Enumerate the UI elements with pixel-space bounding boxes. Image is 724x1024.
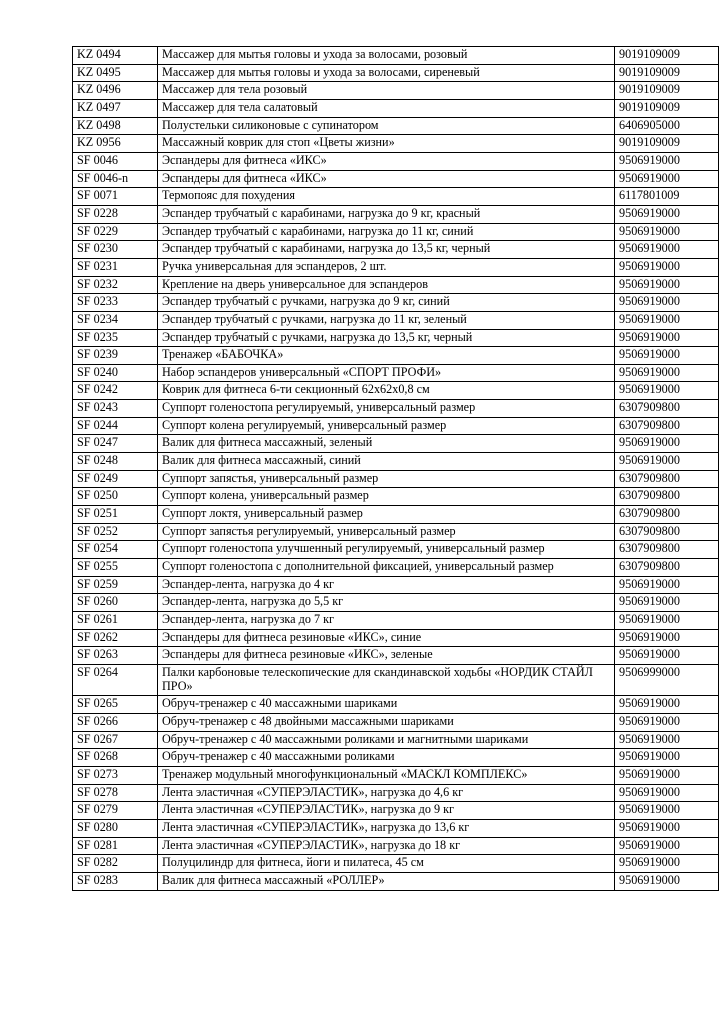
cell-code: SF 0235 [73, 329, 158, 347]
table-row [73, 205, 719, 223]
cell-name: Эспандеры для фитнеса резиновые «ИКС», зеленые [158, 647, 615, 665]
cell-name: Эспандер-лента, нагрузка до 4 кг [158, 576, 615, 594]
cell-name: Массажер для тела салатовый [158, 99, 615, 117]
table-row [73, 347, 719, 365]
cell-tnved: 9019109009 [615, 99, 719, 117]
cell-tnved: 9506919000 [615, 766, 719, 784]
table-row [73, 364, 719, 382]
table-row [73, 872, 719, 890]
cell-name: Массажер для мытья головы и ухода за волосами, розовый [158, 47, 615, 65]
cell-tnved: 9506919000 [615, 784, 719, 802]
cell-code: SF 0046 [73, 152, 158, 170]
cell-name: Обруч-тренажер с 40 массажными шариками [158, 696, 615, 714]
table-row [73, 170, 719, 188]
cell-name: Массажер для мытья головы и ухода за волосами, сиреневый [158, 64, 615, 82]
cell-code: SF 0250 [73, 488, 158, 506]
cell-tnved: 9506919000 [615, 205, 719, 223]
table-row [73, 731, 719, 749]
cell-name: Суппорт запястья регулируемый, универсальный размер [158, 523, 615, 541]
cell-tnved: 6307909800 [615, 559, 719, 577]
cell-tnved: 9506919000 [615, 802, 719, 820]
cell-name: Валик для фитнеса массажный, синий [158, 453, 615, 471]
table-row [73, 435, 719, 453]
cell-tnved: 9506919000 [615, 170, 719, 188]
cell-name: Полустельки силиконовые с супинатором [158, 117, 615, 135]
cell-code: KZ 0497 [73, 99, 158, 117]
cell-code: KZ 0496 [73, 82, 158, 100]
cell-code: SF 0283 [73, 872, 158, 890]
table-row [73, 311, 719, 329]
cell-code: SF 0234 [73, 311, 158, 329]
table-row [73, 629, 719, 647]
cell-name: Лента эластичная «СУПЕРЭЛАСТИК», нагрузка до 9 кг [158, 802, 615, 820]
cell-name: Обруч-тренажер с 48 двойными массажными шариками [158, 713, 615, 731]
table-row [73, 576, 719, 594]
cell-name: Полуцилиндр для фитнеса, йоги и пилатеса, 45 см [158, 855, 615, 873]
cell-tnved: 9506919000 [615, 594, 719, 612]
cell-code: SF 0262 [73, 629, 158, 647]
cell-code: SF 0260 [73, 594, 158, 612]
cell-tnved: 6307909800 [615, 470, 719, 488]
cell-code: SF 0242 [73, 382, 158, 400]
cell-name: Эспандер трубчатый с ручками, нагрузка до 13,5 кг, черный [158, 329, 615, 347]
cell-name: Лента эластичная «СУПЕРЭЛАСТИК», нагрузка до 18 кг [158, 837, 615, 855]
cell-code: SF 0251 [73, 506, 158, 524]
cell-name: Массажер для тела розовый [158, 82, 615, 100]
cell-name: Крепление на дверь универсальное для эспандеров [158, 276, 615, 294]
cell-name: Суппорт колена, универсальный размер [158, 488, 615, 506]
cell-tnved: 9506919000 [615, 152, 719, 170]
cell-tnved: 9506999000 [615, 664, 719, 695]
table-row [73, 294, 719, 312]
cell-code: SF 0249 [73, 470, 158, 488]
table-row [73, 837, 719, 855]
cell-tnved: 9506919000 [615, 364, 719, 382]
cell-tnved: 6307909800 [615, 488, 719, 506]
cell-code: SF 0247 [73, 435, 158, 453]
cell-code: KZ 0498 [73, 117, 158, 135]
cell-name: Суппорт запястья, универсальный размер [158, 470, 615, 488]
cell-tnved: 9506919000 [615, 453, 719, 471]
cell-code: KZ 0494 [73, 47, 158, 65]
cell-name: Эспандер трубчатый с карабинами, нагрузка до 11 кг, синий [158, 223, 615, 241]
cell-code: SF 0229 [73, 223, 158, 241]
cell-code: SF 0255 [73, 559, 158, 577]
cell-name: Эспандеры для фитнеса резиновые «ИКС», синие [158, 629, 615, 647]
cell-tnved: 9506919000 [615, 276, 719, 294]
table-body [73, 47, 719, 891]
cell-name: Набор эспандеров универсальный «СПОРТ ПРОФИ» [158, 364, 615, 382]
cell-name: Валик для фитнеса массажный «РОЛЛЕР» [158, 872, 615, 890]
table-row [73, 117, 719, 135]
cell-tnved: 9506919000 [615, 576, 719, 594]
cell-tnved: 6406905000 [615, 117, 719, 135]
cell-tnved: 9506919000 [615, 347, 719, 365]
cell-name: Суппорт голеностопа с дополнительной фиксацией, универсальный размер [158, 559, 615, 577]
cell-name: Тренажер «БАБОЧКА» [158, 347, 615, 365]
cell-code: SF 0282 [73, 855, 158, 873]
cell-tnved: 9506919000 [615, 329, 719, 347]
table-row [73, 664, 719, 695]
table-row [73, 559, 719, 577]
cell-tnved: 9506919000 [615, 819, 719, 837]
cell-tnved: 9506919000 [615, 837, 719, 855]
cell-tnved: 9506919000 [615, 749, 719, 767]
cell-code: SF 0252 [73, 523, 158, 541]
table-row [73, 188, 719, 206]
table-row [73, 713, 719, 731]
table-row [73, 453, 719, 471]
cell-tnved: 9506919000 [615, 258, 719, 276]
table-row [73, 506, 719, 524]
cell-tnved: 6307909800 [615, 523, 719, 541]
cell-code: SF 0263 [73, 647, 158, 665]
cell-name: Палки карбоновые телескопические для скандинавской ходьбы «НОРДИК СТАЙЛ ПРО» [158, 664, 615, 695]
cell-name: Термопояс для похудения [158, 188, 615, 206]
cell-name: Эспандер-лента, нагрузка до 7 кг [158, 612, 615, 630]
table-row [73, 258, 719, 276]
table-row [73, 696, 719, 714]
cell-code: SF 0266 [73, 713, 158, 731]
table-row [73, 99, 719, 117]
cell-code: SF 0046-n [73, 170, 158, 188]
cell-name: Массажный коврик для стоп «Цветы жизни» [158, 135, 615, 153]
cell-code: SF 0248 [73, 453, 158, 471]
cell-tnved: 9506919000 [615, 382, 719, 400]
cell-code: SF 0232 [73, 276, 158, 294]
cell-code: SF 0281 [73, 837, 158, 855]
table-row [73, 47, 719, 65]
cell-tnved: 9019109009 [615, 135, 719, 153]
cell-code: SF 0280 [73, 819, 158, 837]
cell-code: SF 0279 [73, 802, 158, 820]
table-row [73, 855, 719, 873]
table-row [73, 417, 719, 435]
cell-tnved: 6117801009 [615, 188, 719, 206]
cell-code: SF 0264 [73, 664, 158, 695]
cell-code: SF 0273 [73, 766, 158, 784]
cell-code: SF 0228 [73, 205, 158, 223]
cell-name: Лента эластичная «СУПЕРЭЛАСТИК», нагрузка до 13,6 кг [158, 819, 615, 837]
cell-code: SF 0254 [73, 541, 158, 559]
cell-name: Суппорт голеностопа улучшенный регулируемый, универсальный размер [158, 541, 615, 559]
cell-name: Эспандер трубчатый с ручками, нагрузка до 11 кг, зеленый [158, 311, 615, 329]
cell-code: SF 0244 [73, 417, 158, 435]
product-catalog-table [72, 46, 719, 891]
cell-name: Ручка универсальная для эспандеров, 2 шт. [158, 258, 615, 276]
table-row [73, 329, 719, 347]
cell-tnved: 9506919000 [615, 435, 719, 453]
cell-tnved: 6307909800 [615, 541, 719, 559]
table-row [73, 647, 719, 665]
table-row [73, 523, 719, 541]
cell-tnved: 9019109009 [615, 82, 719, 100]
cell-tnved: 9506919000 [615, 647, 719, 665]
cell-name: Эспандеры для фитнеса «ИКС» [158, 170, 615, 188]
cell-code: KZ 0495 [73, 64, 158, 82]
cell-tnved: 9506919000 [615, 872, 719, 890]
table-row [73, 241, 719, 259]
table-row [73, 152, 719, 170]
cell-name: Коврик для фитнеса 6-ти секционный 62х62х0,8 см [158, 382, 615, 400]
cell-code: SF 0265 [73, 696, 158, 714]
cell-name: Эспандер-лента, нагрузка до 5,5 кг [158, 594, 615, 612]
cell-tnved: 9506919000 [615, 629, 719, 647]
cell-code: SF 0071 [73, 188, 158, 206]
cell-name: Обруч-тренажер с 40 массажными роликами и магнитными шариками [158, 731, 615, 749]
cell-name: Эспандер трубчатый с карабинами, нагрузка до 13,5 кг, черный [158, 241, 615, 259]
cell-name: Суппорт голеностопа регулируемый, универсальный размер [158, 400, 615, 418]
table-row [73, 819, 719, 837]
table-row [73, 802, 719, 820]
cell-name: Обруч-тренажер с 40 массажными роликами [158, 749, 615, 767]
cell-tnved: 9019109009 [615, 64, 719, 82]
cell-code: SF 0278 [73, 784, 158, 802]
cell-name: Валик для фитнеса массажный, зеленый [158, 435, 615, 453]
cell-code: SF 0240 [73, 364, 158, 382]
cell-tnved: 9506919000 [615, 294, 719, 312]
cell-tnved: 9506919000 [615, 241, 719, 259]
cell-tnved: 6307909800 [615, 417, 719, 435]
table-row [73, 382, 719, 400]
cell-name: Эспандер трубчатый с ручками, нагрузка до 9 кг, синий [158, 294, 615, 312]
table-row [73, 541, 719, 559]
cell-code: SF 0259 [73, 576, 158, 594]
table-row [73, 135, 719, 153]
table-row [73, 749, 719, 767]
table-row [73, 82, 719, 100]
cell-code: SF 0243 [73, 400, 158, 418]
table-row [73, 766, 719, 784]
cell-tnved: 6307909800 [615, 400, 719, 418]
cell-code: SF 0230 [73, 241, 158, 259]
table-row [73, 223, 719, 241]
table-row [73, 612, 719, 630]
cell-code: SF 0268 [73, 749, 158, 767]
cell-name: Суппорт локтя, универсальный размер [158, 506, 615, 524]
cell-name: Тренажер модульный многофункциональный «МАСКЛ КОМПЛЕКС» [158, 766, 615, 784]
cell-tnved: 9506919000 [615, 731, 719, 749]
cell-tnved: 9506919000 [615, 696, 719, 714]
table-row [73, 470, 719, 488]
cell-name: Лента эластичная «СУПЕРЭЛАСТИК», нагрузка до 4,6 кг [158, 784, 615, 802]
cell-name: Суппорт колена регулируемый, универсальный размер [158, 417, 615, 435]
cell-code: SF 0239 [73, 347, 158, 365]
cell-name: Эспандеры для фитнеса «ИКС» [158, 152, 615, 170]
table-row [73, 276, 719, 294]
cell-code: KZ 0956 [73, 135, 158, 153]
cell-code: SF 0267 [73, 731, 158, 749]
table-row [73, 594, 719, 612]
table-row [73, 64, 719, 82]
cell-tnved: 9506919000 [615, 223, 719, 241]
table-row [73, 784, 719, 802]
cell-name: Эспандер трубчатый с карабинами, нагрузка до 9 кг, красный [158, 205, 615, 223]
cell-code: SF 0233 [73, 294, 158, 312]
cell-code: SF 0261 [73, 612, 158, 630]
cell-tnved: 9506919000 [615, 713, 719, 731]
cell-tnved: 6307909800 [615, 506, 719, 524]
table-row [73, 400, 719, 418]
cell-tnved: 9506919000 [615, 612, 719, 630]
cell-code: SF 0231 [73, 258, 158, 276]
cell-tnved: 9506919000 [615, 311, 719, 329]
table-row [73, 488, 719, 506]
cell-tnved: 9506919000 [615, 855, 719, 873]
cell-tnved: 9019109009 [615, 47, 719, 65]
